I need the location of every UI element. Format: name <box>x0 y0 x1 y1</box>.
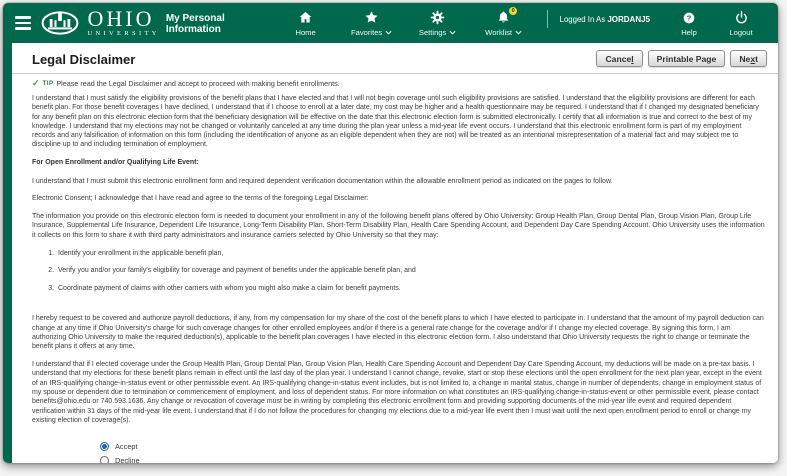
accept-decline-group <box>100 442 767 463</box>
chevron-down-icon <box>449 30 456 35</box>
legal-disclaimer-page <box>3 43 778 463</box>
decline-label: Decline <box>115 455 140 463</box>
accept-label: Accept <box>115 442 138 452</box>
menu-icon[interactable] <box>15 16 31 30</box>
decline-radio[interactable] <box>100 456 109 463</box>
page-action-buttons <box>596 50 767 67</box>
tip-label: TIP <box>42 80 54 87</box>
list-item: 3. Coordinate payment of claims with other carriers with whom you might also make a claim for benefit payments. <box>56 284 765 293</box>
nav-worklist-label: Worklist <box>485 27 513 37</box>
worklist-badge: 0 <box>509 7 517 15</box>
nav-worklist[interactable] <box>471 8 537 39</box>
home-icon <box>298 10 313 26</box>
brand-ohio: OHIO <box>87 6 155 32</box>
nav-help-label: Help <box>681 27 697 37</box>
nav-settings-label: Settings <box>418 27 447 37</box>
nav-favorites[interactable] <box>339 8 405 39</box>
page-card <box>3 3 778 463</box>
ohio-university-logo <box>41 10 79 36</box>
brand-university: UNIVERSITY <box>87 30 160 38</box>
help-icon <box>682 10 696 26</box>
gear-icon <box>430 10 445 26</box>
nav-logout[interactable] <box>714 8 768 39</box>
tip-row <box>32 79 767 88</box>
bell-icon <box>496 7 515 26</box>
app-title: My Personal Information <box>165 13 225 35</box>
list-item: 2. Verify you and/or your family's eligibility for coverage and payment of benefits under the applicable benefit plan, and <box>56 266 765 275</box>
nav-settings[interactable] <box>405 8 471 39</box>
logged-in-username: JORDANJ5 <box>607 14 650 24</box>
nav-logout-label: Logout <box>729 27 753 37</box>
cancel-button[interactable]: Cancel <box>596 50 642 67</box>
nav-home[interactable] <box>273 8 339 39</box>
logged-in-prefix: Logged In As <box>559 14 606 24</box>
nav-favorites-label: Favorites <box>350 27 383 37</box>
paragraph-pretax: I understand that if I elected coverage under the Group Health Plan, Group Dental Plan, Group Vision Plan, Health Care Spending Account and Dependent Day Care Spending Account, my deductions will be made on a pre-tax basis. I understand that my elections for these benefit plans remain in effect until the last day of the plan year. I understand I cannot change, revoke, start or stop these elections until the open enrollment for the next plan year, except in the event of an IRS-qualifying change-in-status event or other permissible event. An IRS-qualifying change-in-status event includes, but is not limited to, a change in marital status, change in number of dependents, change in employment status of my spouse or dependent due to termination or commencement of employment, and loss of dependent status. For more information on what constitutes an IRS-qualifying change-in-status-event or other permissible event, please contact benefits@ohio.edu or 740.593.1636. Any change or revocation of coverage must be in writing by completing this electronic enrollment form and providing supporting documents of the mid-year life event and required dependent verification within 31 days of the mid-year life event. I understand that if I do not follow the procedures for changing my elections due to a mid-year life event then I must wait until the next open enrollment period to enroll or change my existing election of coverage(s). <box>32 361 762 424</box>
power-icon <box>734 10 749 26</box>
page-title: Legal Disclaimer <box>32 52 136 67</box>
heading-open-enrollment: For Open Enrollment and/or Qualifying Life Event: <box>32 159 199 167</box>
decline-radio-row[interactable] <box>100 456 767 463</box>
paragraph-payroll: I hereby request to be covered and authorize payroll deductions, if any, from my compensation for my share of the cost of the benefit plans to which I have elected to participate in. I understand that the amount of my payroll deduction can change at any time if Ohio University's charge for such coverage changes for other enrolled employees and/or if there is a general rate change for the coverage and/or if I change my elected coverage. By signing this form, I am authorizing Ohio University to make the required deduction(s), applicable to the benefit plan coverages I have elected in this electronic election form. I also understand that Ohio University requests the right to change or terminate the benefit plans it offers at any time. <box>32 315 764 351</box>
paragraph-plans: The information you provide on this electronic election form is needed to document your enrollment in any of the following benefit plans offered by Ohio University: Group Health Plan, Group Dental Plan, Group Vision Plan, Group Life Insurance, Supplemental Life Insurance, Dependent Life Insurance, Long-Term Disability Plan, Short-Term Disability Plan, Health Care Spending Account, and Dependent Day Care Spending Account. Ohio University uses the information it collects on this form to share it with third party administrators and insurance carriers selected by Ohio University so that they may: <box>32 213 765 239</box>
logged-in-status <box>560 15 650 24</box>
list-item: 1. Identify your enrollment in the applicable benefit plan, <box>56 249 765 258</box>
paragraph-consent: Electronic Consent; I acknowledge that I have read and agree to the terms of the foregoing Legal Disclaimer: <box>32 195 369 203</box>
nav-help[interactable] <box>664 8 714 39</box>
paragraph-submit: I understand that I must submit this electronic enrollment form and required dependent verification documentation within the allowable enrollment period as indicated on the pages to follow. <box>32 177 613 185</box>
header-divider <box>547 10 548 28</box>
nav-home-label: Home <box>295 27 316 37</box>
paragraph-eligibility: I understand that I must satisfy the eligibility provisions of the benefit plans that I have elected and that I will not begin coverage until such eligibility provisions are satisfied. I understand that the eligibility provisions are different for each benefit plan. For those benefit coverages I have declined, I understand that if I choose to enroll at a later date, my cost may be higher and a health questionnaire may be required. I understand that if I changed my designated beneficiary for any benefit plan on this electronic election form that the beneficiary designation will be effective on the date that this electronic election form is submitted electronically. I certify that all information is true and correct to the best of my knowledge. I understand that my elections may not be changed or voluntarily canceled at any time during the plan year unless a mid-year life event occurs. I understand that this electronic enrollment form is part of my employment records and any falsification of information on this form (including the identification of anyone as an eligible dependent when they are not) will be treated as an intentional misrepresentation of a material fact and may subject me to discipline up to and including termination of employment. <box>32 95 759 149</box>
chevron-down-icon <box>385 30 392 35</box>
printable-page-button[interactable]: Printable Page <box>648 50 726 67</box>
title-separator <box>12 73 778 74</box>
svg-text:?: ? <box>686 13 692 23</box>
star-icon <box>364 10 379 26</box>
accept-radio-row[interactable] <box>100 442 767 451</box>
tip-text: Please read the Legal Disclaimer and accept to proceed with making benefit enrollments. <box>56 79 340 88</box>
brand-wordmark <box>87 8 159 37</box>
check-icon: ✓ <box>32 78 40 88</box>
chevron-down-icon <box>515 30 522 35</box>
accept-radio[interactable] <box>100 442 109 451</box>
next-button[interactable]: Next <box>730 50 767 67</box>
app-header <box>3 3 778 43</box>
legal-disclaimer-text <box>32 94 765 425</box>
purpose-list <box>32 249 765 294</box>
